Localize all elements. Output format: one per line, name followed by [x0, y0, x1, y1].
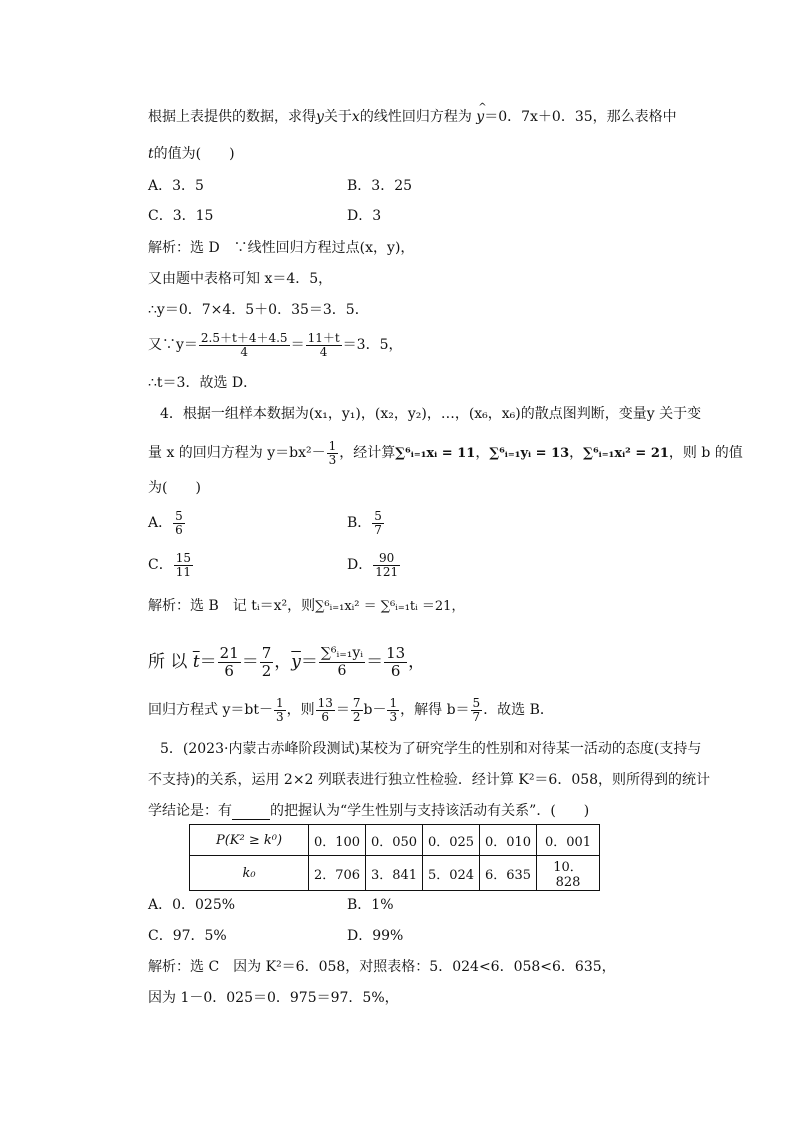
q3-stem-line2 [148, 145, 235, 163]
t-bar: $\overline{t}$ [192, 652, 200, 672]
q3-option-b: B．3．25 [347, 178, 413, 194]
b-minus: b－ [363, 702, 387, 718]
frac-numerator: ∑⁶ᵢ₌₁yᵢ [320, 645, 364, 661]
equals: ＝ [335, 702, 350, 718]
table-header-k: k₀ [190, 856, 309, 891]
frac-one-third [274, 697, 286, 724]
frac-numerator: 15 [175, 550, 191, 565]
solve-text: ，解得 b＝ [400, 702, 470, 718]
table-cell: 0．100 [309, 825, 366, 856]
frac-sum-over-4 [199, 332, 290, 359]
q3-stem-text-b: 关于 [323, 109, 352, 125]
sum-x: ∑⁶ᵢ₌₁xᵢ = 11 [395, 446, 476, 461]
frac-90-121 [373, 552, 400, 579]
frac-5-7 [471, 697, 483, 724]
q5-option-c: C．97．5% [148, 928, 227, 944]
critical-value-table [189, 824, 600, 891]
frac-numerator: 1 [328, 438, 337, 453]
frac-denominator: 6 [321, 709, 330, 724]
y-hat [476, 102, 487, 126]
equals: ＝ [241, 652, 259, 672]
frac-denominator: 6 [175, 522, 183, 537]
table-cell: 0．025 [423, 825, 480, 856]
equals: ＝ [300, 652, 318, 672]
q3-stem-line1 [148, 102, 677, 126]
frac-numerator: 5 [175, 508, 183, 523]
sum-y: ∑⁶ᵢ₌₁yᵢ = 13 [489, 446, 570, 461]
choose-b-text: ．故选 B． [483, 702, 554, 718]
table-cell: 6．635 [480, 856, 537, 891]
frac-numerator: 13 [386, 644, 406, 662]
answer-blank [232, 805, 270, 820]
q4-option-c [148, 548, 194, 582]
frac-7-2 [351, 697, 363, 724]
q3-analysis-line4 [148, 328, 402, 362]
table-cell: 2．706 [309, 856, 366, 891]
frac-11t-over-4 [306, 332, 342, 359]
q4-analysis-line1 [148, 597, 464, 616]
q3-regression-eq: ＝0．7x＋0．35，那么表格中 [484, 109, 677, 125]
q4-analysis-line2: 所 以 $\overline{t}=$ $\frac{21}{6}$ ＝ $\frac{7}{2}$ ，$\overline{y}=$ $\frac{\text{∑⁶ᵢ₌₁yᵢ}}{6}$ ＝ $\frac{13}{6}$ ， [148, 644, 426, 680]
frac-denominator: 6 [390, 662, 401, 680]
q4-analysis-line3 [148, 693, 554, 727]
frac-numerator: 21 [219, 644, 239, 662]
q3-option-c: C．3．15 [148, 208, 214, 224]
therefore-text: 所 以 [148, 652, 188, 672]
frac-denominator: 2 [261, 662, 272, 680]
frac-denominator: 3 [275, 709, 284, 724]
q4-analysis-intro: 解析：选 B 记 tᵢ＝x²，则 [148, 598, 316, 614]
q4-calc-text: ，经计算 [339, 445, 396, 461]
frac-numerator: 13 [317, 695, 333, 710]
q4-regression-t: 回归方程式 y＝bt－ [148, 702, 273, 718]
q5-stem-line3 [148, 802, 589, 820]
table-cell: 0．050 [366, 825, 423, 856]
table-row [190, 856, 600, 891]
q4-option-a [148, 506, 186, 540]
table-cell: 10．828 [537, 856, 600, 891]
frac-numerator: 1 [389, 695, 398, 710]
q3-result: ＝3．5， [342, 337, 403, 353]
option-letter: C． [148, 557, 173, 573]
q3-analysis-line5: ∴t＝3．故选 D． [148, 375, 258, 391]
table-cell: 5．024 [423, 856, 480, 891]
hat-symbol: ^ [478, 102, 487, 113]
q3-option-d: D．3 [347, 208, 382, 224]
equals: ＝ [366, 652, 384, 672]
equals: ＝ [199, 652, 217, 672]
frac-numerator: 7 [261, 644, 272, 662]
frac-one-third [387, 697, 399, 724]
frac-13-6 [316, 697, 335, 724]
q3-analysis-line3: ∴y＝0．7×4．5＋0．35＝3．5． [148, 302, 369, 318]
var-yhat: y [476, 109, 485, 125]
then-text: ，则 [286, 702, 315, 718]
q3-analysis-line2: 又由题中表格可知 x＝4．5， [148, 271, 333, 287]
q4-option-b [347, 506, 385, 540]
q5-analysis-line1: 解析：选 C 因为 K²＝6．058，对照表格：5．024<6．058<6．635， [148, 959, 616, 975]
q5-option-a: A．0．025% [148, 897, 236, 913]
q5-stem-line1: 5．(2023·内蒙古赤峰阶段测试)某校为了研究学生的性别和对待某一活动的态度(支持与 [160, 741, 702, 757]
frac-denominator: 121 [375, 564, 399, 579]
frac-numerator: 5 [374, 508, 382, 523]
q3-analysis-line1: 解析：选 D ∵线性回归方程过点(x，y)， [148, 240, 415, 256]
option-letter: A． [148, 515, 173, 531]
frac-21-6 [218, 645, 241, 680]
q4-option-d [347, 548, 401, 582]
frac-numerator: 1 [275, 695, 284, 710]
frac-denominator: 7 [374, 522, 382, 537]
frac-sumy-6 [319, 645, 365, 680]
frac-denominator: 3 [328, 452, 337, 467]
table-row [190, 825, 600, 856]
frac-numerator: 7 [352, 695, 361, 710]
table-cell: 3．841 [366, 856, 423, 891]
y-bar: $\overline{y}$ [291, 652, 301, 672]
var-t: t [148, 146, 154, 162]
frac-denominator: 7 [472, 709, 481, 724]
frac-denominator: 11 [175, 564, 191, 579]
frac-numerator: 90 [373, 552, 400, 566]
table-cell: 0．010 [480, 825, 537, 856]
frac-denominator: 6 [337, 663, 347, 679]
var-y: y [316, 109, 324, 125]
q3-stem-text-a: 根据上表提供的数据，求得 [148, 109, 316, 125]
q3-stem-text-d: 的值为( ) [153, 146, 235, 162]
frac-one-third [327, 440, 339, 467]
frac-denominator: 4 [240, 344, 249, 359]
q5-stem-line2: 不支持)的关系，运用 2×2 列联表进行独立性检验．经计算 K²＝6．058，则所得到的统计 [148, 772, 711, 788]
q3-stem-text-c: 的线性回归方程为 [359, 109, 472, 125]
option-letter: B． [347, 515, 372, 531]
table-header-p: P(K² ≥ k⁰) [190, 825, 309, 856]
q5-option-b: B．1% [347, 897, 394, 913]
equals: ＝ [290, 337, 305, 353]
q3-analysis-ymean: 又∵y＝ [148, 337, 198, 353]
sum-x-squared: ∑⁶ᵢ₌₁xᵢ² = 21 [583, 446, 669, 461]
option-letter: D． [347, 557, 373, 573]
frac-numerator: 5 [472, 695, 481, 710]
q4-regression-text: 量 x 的回归方程为 y＝bx²－ [148, 445, 326, 461]
q5-conclusion-tail: 的把握认为“学生性别与支持该活动有关系”．( ) [270, 803, 590, 819]
q4-stem-line3: 为( ) [148, 480, 201, 496]
q4-stem-line1: 4．根据一组样本数据为(x₁，y₁)，(x₂，y₂)，…，(x₆，x₆)的散点图判断，变量y 关于变 [160, 406, 702, 422]
q4-stem-line2: 量 x 的回归方程为 y＝bx²－ $\frac{1}{3}$ ，经计算∑⁶ᵢ₌₁xᵢ = 11，∑⁶ᵢ₌₁yᵢ = 13，∑⁶ᵢ₌₁xᵢ² = 21，则 b 的值 [148, 438, 743, 467]
frac-7-2 [260, 645, 274, 680]
q5-option-d: D．99% [347, 928, 404, 944]
q4-ask-b: ，则 b 的值 [668, 445, 743, 461]
frac-15-11 [174, 552, 193, 579]
q5-conclusion-text: 学结论是：有 [148, 803, 232, 819]
frac-denominator: 2 [352, 709, 361, 724]
q5-analysis-line2: 因为 1－0．025＝0．975＝97．5%， [148, 990, 399, 1006]
table-cell: 0．001 [537, 825, 600, 856]
frac-numerator: 2.5＋t＋4＋4.5 [200, 330, 288, 345]
frac-5-6 [173, 510, 185, 537]
frac-denominator: 6 [224, 662, 234, 680]
q3-option-a: A．3．5 [148, 178, 204, 194]
var-x: x [351, 109, 360, 125]
frac-5-7 [372, 510, 384, 537]
frac-denominator: 4 [319, 344, 328, 359]
frac-numerator: 11＋t [307, 330, 340, 345]
sum-identity: ∑⁶ᵢ₌₁xᵢ² ＝ ∑⁶ᵢ₌₁tᵢ ＝21， [315, 599, 465, 614]
frac-13-6 [384, 645, 407, 680]
frac-denominator: 3 [389, 709, 398, 724]
